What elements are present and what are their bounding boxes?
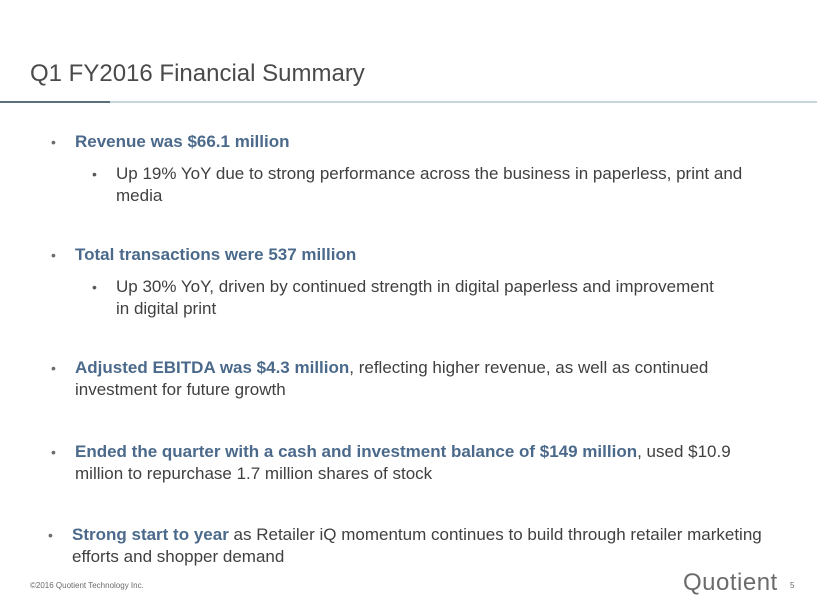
bullet-highlight: Adjusted EBITDA was $4.3 million [75, 358, 350, 377]
bullet-highlight: Ended the quarter with a cash and investment balance of $149 million [75, 442, 638, 461]
bullet-item [48, 524, 772, 568]
bullet-highlight: Total transactions were 537 million [75, 245, 357, 264]
sub-bullet-item [92, 276, 716, 320]
bullet-dot: • [51, 134, 56, 150]
bullet-text: as Retailer iQ momentum continues to build through retailer marketing efforts and shopper demand [72, 525, 762, 566]
bullet-text: , reflecting higher revenue, as well as continued investment for future growth [75, 358, 709, 399]
page-number: 5 [790, 581, 795, 590]
sub-bullet-item [92, 163, 756, 207]
bullet-item [51, 357, 735, 401]
bullet-dot: • [92, 166, 97, 182]
bullet-highlight: Strong start to year [72, 525, 229, 544]
bullet-item [51, 244, 775, 266]
bullet-dot: • [51, 360, 56, 376]
title-divider [0, 101, 817, 103]
bullet-dot: • [92, 279, 97, 295]
bullet-dot: • [51, 444, 56, 460]
bullet-dot: • [48, 527, 53, 543]
copyright-text: ©2016 Quotient Technology Inc. [30, 581, 144, 590]
title-divider-accent [0, 101, 110, 103]
slide-title: Q1 FY2016 Financial Summary [30, 60, 365, 87]
bullet-item [51, 441, 775, 485]
quotient-logo: Quotient [683, 569, 778, 596]
sub-bullet-text: Up 19% YoY due to strong performance across the business in paperless, print and media [116, 164, 743, 205]
bullet-highlight: Revenue was $66.1 million [75, 132, 290, 151]
bullet-text: , used $10.9 million to repurchase 1.7 million shares of stock [75, 442, 731, 483]
sub-bullet-text: Up 30% YoY, driven by continued strength in digital paperless and improvement in digital print [116, 277, 714, 318]
bullet-item [51, 131, 775, 153]
bullet-dot: • [51, 247, 56, 263]
title-divider-line [110, 101, 817, 103]
